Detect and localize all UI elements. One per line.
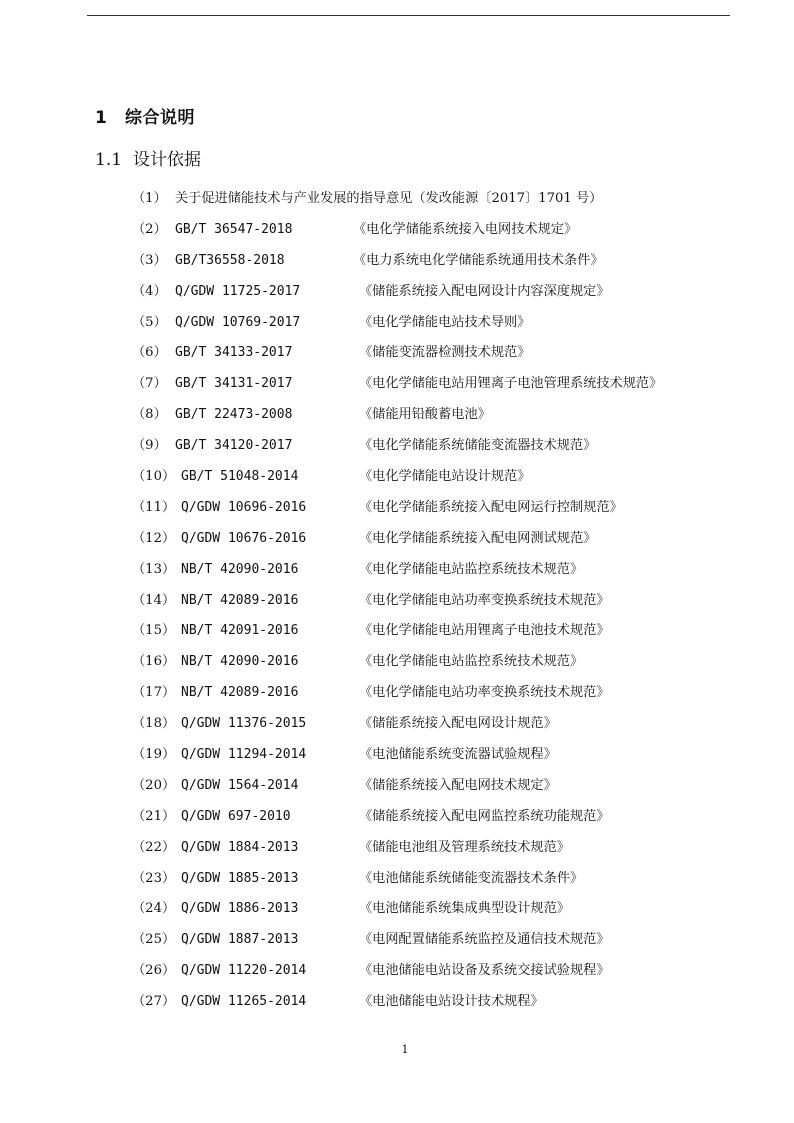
reference-title: 《电池储能电站设计技术规程》 <box>359 994 544 1010</box>
reference-index: （13） <box>132 561 176 577</box>
reference-standard-code: Q/GDW 1564-2014 <box>181 777 299 793</box>
subsection-heading <box>95 145 201 170</box>
reference-title: 《电化学储能电站功率变换系统技术规范》 <box>359 685 610 701</box>
reference-standard-code: NB/T 42090-2016 <box>181 654 299 670</box>
section-title: 综合说明 <box>125 108 195 128</box>
reference-index: （7） <box>132 376 167 392</box>
reference-title: 《储能变流器检测技术规范》 <box>359 345 531 361</box>
reference-standard-code: GB/T 22473-2008 <box>175 407 293 423</box>
reference-standard-code: GB/T 51048-2014 <box>181 469 299 485</box>
reference-index: （17） <box>132 685 176 701</box>
reference-index: （2） <box>132 221 167 237</box>
reference-index: （16） <box>132 654 176 670</box>
page-number: 1 <box>401 1043 409 1056</box>
subsection-title: 设计依据 <box>133 150 201 170</box>
reference-standard-code: GB/T 36547-2018 <box>175 221 293 237</box>
reference-index: （8） <box>132 407 167 423</box>
reference-title: 《电化学储能电站技术导则》 <box>359 314 531 330</box>
reference-title: 《电化学储能电站用锂离子电池技术规范》 <box>359 623 610 639</box>
reference-index: （11） <box>132 499 176 515</box>
reference-title: 《电化学储能电站功率变换系统技术规范》 <box>359 592 610 608</box>
reference-title: 《电池储能系统储能变流器技术条件》 <box>359 870 584 886</box>
reference-title: 《电池储能系统集成典型设计规范》 <box>359 901 570 917</box>
reference-standard-code: Q/GDW 11265-2014 <box>181 994 307 1010</box>
reference-standard-code: Q/GDW 10676-2016 <box>181 530 307 546</box>
section-number: 1 <box>95 108 108 128</box>
reference-standard-code: NB/T 42091-2016 <box>181 623 299 639</box>
reference-title: 《储能系统接入配电网技术规定》 <box>359 777 557 793</box>
reference-title: 《电池储能电站设备及系统交接试验规程》 <box>359 963 610 979</box>
subsection-number: 1.1 <box>95 150 123 170</box>
reference-standard-code: Q/GDW 697-2010 <box>181 808 291 824</box>
reference-index: （22） <box>132 839 176 855</box>
reference-title: 《电化学储能系统接入配电网运行控制规范》 <box>359 499 623 515</box>
reference-standard-code: Q/GDW 11376-2015 <box>181 716 307 732</box>
reference-index: （3） <box>132 252 167 268</box>
reference-index: （4） <box>132 283 167 299</box>
reference-title: 《储能系统接入配电网监控系统功能规范》 <box>359 808 610 824</box>
reference-standard-code: Q/GDW 11294-2014 <box>181 747 307 763</box>
reference-title: 《储能电池组及管理系统技术规范》 <box>359 839 570 855</box>
reference-standard-code: GB/T 34120-2017 <box>175 438 293 454</box>
reference-standard-code: Q/GDW 10696-2016 <box>181 499 307 515</box>
reference-index: （23） <box>132 870 176 886</box>
reference-index: （1） <box>132 191 167 206</box>
reference-index: （9） <box>132 438 167 454</box>
reference-title: 《储能系统接入配电网设计规范》 <box>359 716 557 732</box>
reference-text: 关于促进储能技术与产业发展的指导意见（发改能源〔2017〕1701 号） <box>175 191 603 206</box>
reference-standard-code: GB/T36558-2018 <box>175 252 285 268</box>
reference-standard-code: NB/T 42089-2016 <box>181 685 299 701</box>
reference-index: （18） <box>132 716 176 732</box>
reference-standard-code: Q/GDW 1884-2013 <box>181 839 299 855</box>
reference-standard-code: Q/GDW 1886-2013 <box>181 901 299 917</box>
reference-title: 《电化学储能电站用锂离子电池管理系统技术规范》 <box>359 376 663 392</box>
reference-index: （25） <box>132 932 176 948</box>
reference-standard-code: GB/T 34133-2017 <box>175 345 293 361</box>
reference-title: 《电网配置储能系统监控及通信技术规范》 <box>359 932 610 948</box>
reference-index: （20） <box>132 777 176 793</box>
reference-standard-code: Q/GDW 11725-2017 <box>175 283 301 299</box>
reference-title: 《电化学储能电站监控系统技术规范》 <box>359 561 584 577</box>
reference-standard-code: NB/T 42090-2016 <box>181 561 299 577</box>
reference-title: 《电化学储能电站设计规范》 <box>359 469 531 485</box>
reference-index: （12） <box>132 530 176 546</box>
reference-index: （24） <box>132 901 176 917</box>
reference-index: （14） <box>132 592 176 608</box>
reference-standard-code: Q/GDW 11220-2014 <box>181 963 307 979</box>
reference-standard-code: Q/GDW 10769-2017 <box>175 314 301 330</box>
reference-title: 《电力系统电化学储能系统通用技术条件》 <box>353 252 604 268</box>
section-heading <box>95 103 195 128</box>
reference-title: 《电化学储能系统接入电网技术规定》 <box>353 221 578 237</box>
reference-index: （15） <box>132 623 176 639</box>
reference-standard-code: NB/T 42089-2016 <box>181 592 299 608</box>
reference-title: 《电化学储能系统接入配电网测试规范》 <box>359 530 597 546</box>
reference-standard-code: Q/GDW 1885-2013 <box>181 870 299 886</box>
reference-index: （6） <box>132 345 167 361</box>
reference-index: （26） <box>132 963 176 979</box>
reference-index: （27） <box>132 994 176 1010</box>
reference-title: 《电化学储能电站监控系统技术规范》 <box>359 654 584 670</box>
reference-index: （19） <box>132 747 176 763</box>
reference-title: 《储能用铅酸蓄电池》 <box>359 407 491 423</box>
reference-index: （10） <box>132 469 176 485</box>
reference-standard-code: GB/T 34131-2017 <box>175 376 293 392</box>
header-rule <box>87 15 730 16</box>
reference-title: 《储能系统接入配电网设计内容深度规定》 <box>359 283 610 299</box>
reference-title: 《电化学储能系统储能变流器技术规范》 <box>359 438 597 454</box>
reference-title: 《电池储能系统变流器试验规程》 <box>359 747 557 763</box>
reference-index: （5） <box>132 314 167 330</box>
reference-index: （21） <box>132 808 176 824</box>
reference-standard-code: Q/GDW 1887-2013 <box>181 932 299 948</box>
